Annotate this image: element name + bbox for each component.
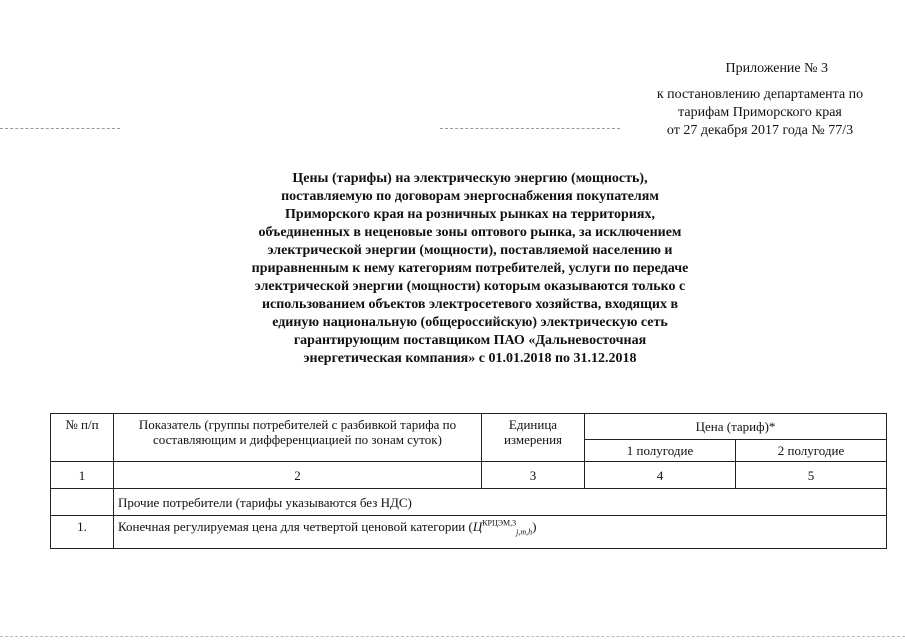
header-num: № п/п <box>51 414 114 462</box>
row-number: 1. <box>51 516 114 549</box>
header-half1: 1 полугодие <box>585 440 736 462</box>
col-number: 5 <box>736 462 887 489</box>
section-empty-cell <box>51 489 114 516</box>
scan-noise-line <box>0 128 120 129</box>
row-text-main: Конечная регулируемая цена для четвертой ценовой категории ( <box>118 519 473 534</box>
price-symbol: Ц <box>472 519 483 534</box>
price-superscript: КРЦЭМ,3 <box>482 518 517 528</box>
scan-noise-line <box>440 128 620 129</box>
row-text-close: ) <box>532 519 537 534</box>
table-row <box>51 516 887 549</box>
col-number: 4 <box>585 462 736 489</box>
appendix-line-3: от 27 декабря 2017 года № 77/3 <box>666 123 854 138</box>
col-number: 1 <box>51 462 114 489</box>
appendix-line-1: к постановлению департамента по <box>656 87 864 102</box>
appendix-number: Приложение № 3 <box>725 61 828 76</box>
price-subscript: j,m,h <box>516 527 533 537</box>
col-number: 3 <box>482 462 585 489</box>
header-indicator: Показатель (группы потребителей с разбивкой тарифа по составляющим и дифференциацией по зонам суток) <box>114 414 482 462</box>
tariff-table <box>50 413 887 549</box>
table-header-row <box>51 414 887 440</box>
appendix-line-2: тарифам Приморского края <box>678 105 842 120</box>
column-number-row <box>51 462 887 489</box>
col-number: 2 <box>114 462 482 489</box>
scan-noise-line <box>0 636 905 637</box>
section-row <box>51 489 887 516</box>
section-label: Прочие потребители (тарифы указываются без НДС) <box>114 489 887 516</box>
header-unit: Единица измерения <box>482 414 585 462</box>
document-title: Цены (тарифы) на электрическую энергию (мощность), поставляемую по договорам энергоснабжения покупателям Приморского края на розничных рынках на территориях, объединенных в неценовые зоны оптового рынка, за исключением электрической энергии (мощности), поставляемой населению и приравненным к нему категориям потребителей, услуги по передаче электрической энергии (мощности) которым оказываются только с использованием объектов электросетевого хозяйства, входящих в единую национальную (общероссийскую) электрическую сеть гарантирующим поставщиком ПАО «Дальневосточная энергетическая компания» с 01.01.2018 по 31.12.2018 <box>251 171 689 366</box>
header-price: Цена (тариф)* <box>585 414 887 440</box>
appendix-block <box>640 60 880 140</box>
header-half2: 2 полугодие <box>736 440 887 462</box>
row-text <box>114 516 887 549</box>
